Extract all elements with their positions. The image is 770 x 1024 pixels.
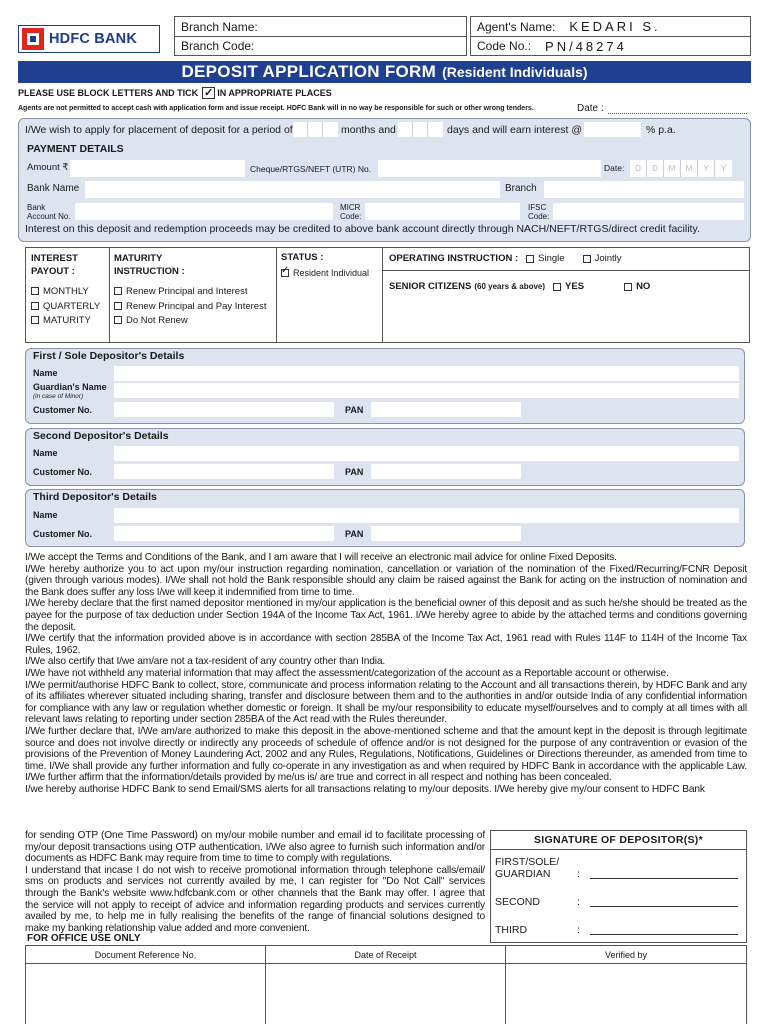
- code-no-value: PN/48274: [545, 38, 627, 54]
- amount-label: Amount ₹: [27, 162, 69, 173]
- second-pan-input[interactable]: [371, 464, 521, 479]
- senior-citizens-age: (60 years & above): [474, 282, 546, 291]
- office-col-verified: [506, 946, 746, 1024]
- agent-name-label: Agent's Name:: [477, 19, 556, 34]
- payment-date-label: Date:: [604, 163, 625, 173]
- signature-title: SIGNATURE OF DEPOSITOR(S)*: [491, 831, 746, 850]
- third-customer-label: Customer No.: [33, 529, 93, 539]
- senior-no-label: NO: [636, 281, 651, 292]
- sig-third-label: THIRD: [495, 924, 528, 936]
- office-use-title: FOR OFFICE USE ONLY: [27, 933, 141, 944]
- declaration-tax-resident: I/We also certify that I/we am/are not a tax-resident of any country other than India.: [25, 656, 386, 668]
- cheque-input[interactable]: [378, 160, 601, 177]
- date-cell: D: [630, 160, 647, 177]
- second-customer-label: Customer No.: [33, 467, 93, 477]
- period-text-1: I/We wish to apply for placement of deposit for a period of: [25, 124, 293, 136]
- declarations: [25, 552, 747, 795]
- period-text-3: days and will earn interest @: [447, 124, 582, 136]
- interest-credit-note: Interest on this deposit and redemption proceeds may be credited to above bank account directly through NACH/NEFT/RTGS/direct credit facility.: [25, 223, 700, 235]
- sig-third-line[interactable]: [590, 934, 738, 935]
- second-pan-label: PAN: [345, 467, 364, 477]
- period-text-2: months and: [341, 124, 396, 136]
- form-title-bar: [18, 61, 751, 83]
- office-use-table: [25, 945, 747, 1024]
- checkbox-icon[interactable]: [553, 283, 561, 291]
- checkbox-icon[interactable]: [583, 255, 591, 263]
- guardian-name-input[interactable]: [114, 383, 739, 398]
- signature-box: [490, 830, 747, 943]
- ifsc-input[interactable]: [553, 203, 744, 220]
- bank-name-label: Bank Name: [27, 183, 80, 194]
- declaration-legitimate-source: I/We further declare that, I/We am/are authorized to make this deposit in the above-mentioned scheme and that the amount kept in the deposit is through legitimate source and does not involve directly or indirectly any proceeds of schedule of offence and/or is not designed for the purpose of any contravention or evasion of the provisions of the Prevention of Money Laundering Act, 2002 and any Rules, Regulations, Notifications, Guidelines or Directions thereunder, as amended from time to time. I/We shall provide any further information and fully co-operate in any investigation as and when required by HDFC Bank in accordance with the applicable Law. I/We further affirm that the information/details provided by me/us is/ are true and correct in all respect and nothing has been concealed.: [25, 725, 747, 784]
- form-title: DEPOSIT APPLICATION FORM: [181, 62, 437, 81]
- payout-quarterly-label: QUARTERLY: [43, 300, 101, 312]
- maturity-options: [114, 285, 266, 329]
- third-pan-input[interactable]: [371, 526, 521, 541]
- code-no-label: Code No.:: [477, 39, 532, 53]
- office-col-receipt: [266, 946, 506, 1024]
- date-cell: Y: [720, 164, 727, 173]
- sig-first-label-line1: FIRST/SOLE/: [495, 856, 560, 868]
- branch-code-label: Branch Code:: [181, 39, 255, 53]
- declaration-nomination: I/We hereby authorize you to act upon my/our instruction regarding nomination, cancellation or variation of the nomination of the Fixed/Recurring/FCNR Deposit (given through various modes). I/We shall not hold the Bank responsible should any claim be raised against the Bank for acting on the instruction of nomination and the Bank does suffer any loss I/we will keep it indemnified from time to time.: [25, 563, 747, 598]
- third-customer-input[interactable]: [114, 526, 334, 541]
- code-no-field[interactable]: [470, 36, 751, 56]
- declarations-left: [25, 830, 485, 934]
- first-pan-label: PAN: [345, 405, 364, 415]
- interest-payout-title: [31, 252, 78, 278]
- payout-options: [31, 285, 100, 329]
- date-field[interactable]: [577, 103, 747, 114]
- payment-date-input[interactable]: [630, 160, 732, 177]
- account-label: [27, 203, 71, 221]
- first-depositor-title: First / Sole Depositor's Details: [33, 350, 185, 362]
- date-cell: Y: [698, 160, 715, 177]
- office-col-docref: [26, 946, 266, 1024]
- branch-input[interactable]: [544, 181, 744, 198]
- ifsc-label-line1: IFSC: [528, 203, 547, 212]
- third-depositor-title: Third Depositor's Details: [33, 491, 157, 503]
- guardian-note: (in case of Minor): [33, 393, 84, 400]
- checkbox-icon[interactable]: [624, 283, 632, 291]
- third-pan-label: PAN: [345, 529, 364, 539]
- date-label: Date :: [577, 103, 604, 114]
- amount-input[interactable]: [70, 160, 245, 177]
- operating-jointly-label: Jointly: [594, 253, 622, 264]
- hdfc-logo-icon: [22, 28, 44, 50]
- branch-label: Branch: [505, 183, 537, 194]
- sig-first-label: [495, 856, 559, 880]
- sig-second-line[interactable]: [590, 906, 738, 907]
- third-name-input[interactable]: [114, 508, 739, 523]
- senior-yes-label: YES: [565, 281, 585, 292]
- cheque-label: Cheque/RTGS/NEFT (UTR) No.: [250, 164, 372, 174]
- checkbox-icon[interactable]: [31, 302, 39, 310]
- account-number-input[interactable]: [75, 203, 333, 220]
- checkbox-icon[interactable]: [31, 287, 39, 295]
- first-name-label: Name: [33, 368, 58, 378]
- operating-instruction: [389, 253, 622, 264]
- block-letters-instruction: [18, 87, 332, 99]
- checkbox-icon[interactable]: [114, 316, 122, 324]
- interest-rate-input[interactable]: [584, 122, 641, 137]
- payout-quarterly-option[interactable]: [31, 300, 100, 315]
- checked-checkbox-icon[interactable]: ✓: [281, 265, 290, 276]
- office-col-verified-header: Verified by: [506, 946, 746, 964]
- second-customer-input[interactable]: [114, 464, 334, 479]
- micr-input[interactable]: [365, 203, 520, 220]
- declaration-section-285ba: I/We certify that the information provided above is in accordance with section 285BA of the Income Tax Act, 1961 read with Rules 114F to 114H of the Income Tax Rules, 1962.: [25, 633, 747, 656]
- bank-name: HDFC BANK: [49, 31, 137, 47]
- period-days-input[interactable]: [398, 122, 443, 137]
- branch-box: [174, 16, 467, 56]
- operating-instruction-title: OPERATING INSTRUCTION :: [389, 253, 519, 264]
- maturity-instruction-title: [114, 252, 185, 278]
- interest-payout-title-line1: INTEREST: [31, 253, 78, 264]
- tick-icon: ✓: [204, 87, 214, 99]
- branch-name-field[interactable]: [174, 16, 467, 36]
- second-name-label: Name: [33, 448, 58, 458]
- micr-label: [340, 203, 361, 221]
- sig-third-colon: :: [577, 924, 580, 936]
- senior-citizens: [389, 281, 650, 292]
- date-cell: M: [681, 160, 698, 177]
- declaration-beneficial-owner: I/We hereby declare that the first named depositor mentioned in my/our application is the beneficial owner of this deposit and as such he/she should be treated as the payee for the purpose of tax deduction under Section 194A of the Income Tax Act, 1961. I/We hereby agree to abide by the attached terms and conditions governing the deposit.: [25, 598, 747, 633]
- maturity-no-renew-option[interactable]: [114, 314, 266, 329]
- interest-payout-title-line2: PAYOUT :: [31, 266, 75, 277]
- maturity-renew-both-option[interactable]: [114, 285, 266, 300]
- date-cell: D: [647, 160, 664, 177]
- sig-first-label-line2: GUARDIAN: [495, 868, 551, 880]
- payout-monthly-option[interactable]: [31, 285, 100, 300]
- agents-note: Agents are not permitted to accept cash with application form and issue receipt. HDFC Bank will in no way be responsible for such or other wrong tenders.: [18, 105, 534, 112]
- checkbox-icon[interactable]: [31, 316, 39, 324]
- third-name-label: Name: [33, 510, 58, 520]
- first-pan-input[interactable]: [371, 402, 521, 417]
- declaration-permit-authorise: I/We permit/authorise HDFC Bank to collect, store, communicate and process information relating to the Account and all transactions therein, by HDFC Bank and any of its affiliates wherever situated including sharing, transfer and disclosure between them and to the authorities in and/or outside India of any confidential information for compliance with any law or regulation whether domestic or foreign. It shall be my/our responsibility to educate myself/ourselves and to comply at all times with all relevant laws relating to reporting under section 285BA of the Act read with the Rules thereunder.: [25, 679, 747, 726]
- bank-name-input[interactable]: [85, 181, 500, 198]
- sig-first-colon: :: [577, 868, 580, 880]
- maturity-no-renew-label: Do Not Renew: [126, 315, 188, 326]
- status-resident-option[interactable]: [281, 265, 370, 278]
- ifsc-label: [528, 203, 549, 221]
- maturity-renew-principal-label: Renew Principal and Pay Interest: [126, 300, 267, 312]
- maturity-renew-both-label: Renew Principal and Interest: [126, 286, 248, 297]
- status-resident-label: Resident Individual: [293, 268, 370, 278]
- agent-box: [470, 16, 751, 56]
- operating-single-label: Single: [538, 253, 565, 264]
- maturity-title-line2: INSTRUCTION :: [114, 266, 185, 277]
- account-label-line2: Account No.: [27, 212, 71, 221]
- hdfc-logo: [18, 25, 160, 53]
- checkbox-icon[interactable]: [114, 302, 122, 310]
- declaration-otp: for sending OTP (One Time Password) on my/our mobile number and email id to facilitate processing of my/our deposit transactions using OTP authentication. I/We also agree to furnish such information and/or documents as HDFC Bank may require from time to time to comply with regulations.: [25, 830, 485, 865]
- first-name-input[interactable]: [114, 366, 739, 381]
- date-input-line[interactable]: [608, 103, 747, 114]
- maturity-title-line1: MATURITY: [114, 253, 163, 264]
- checkbox-icon[interactable]: [114, 287, 122, 295]
- block-letters-text: PLEASE USE BLOCK LETTERS AND TICK: [18, 88, 199, 98]
- micr-label-line2: Code:: [340, 212, 362, 221]
- branch-code-field[interactable]: [174, 36, 467, 56]
- date-cell: M: [664, 160, 681, 177]
- second-depositor-title: Second Depositor's Details: [33, 430, 169, 442]
- sig-second-label: SECOND: [495, 896, 540, 908]
- branch-name-label: Branch Name:: [181, 19, 258, 34]
- second-name-input[interactable]: [114, 446, 739, 461]
- appropriate-places-text: IN APPROPRIATE PLACES: [217, 88, 332, 98]
- checkbox-icon[interactable]: [526, 255, 534, 263]
- declaration-terms: I/We accept the Terms and Conditions of the Bank, and I am aware that I will receive an electronic mail advice for online Fixed Deposits.: [25, 552, 617, 563]
- form-subtitle: (Resident Individuals): [442, 64, 588, 80]
- payout-maturity-label: MATURITY: [43, 315, 91, 326]
- first-customer-input[interactable]: [114, 402, 334, 417]
- payment-details-title: PAYMENT DETAILS: [27, 143, 124, 155]
- agent-name-field[interactable]: [470, 16, 751, 36]
- declaration-do-not-call: I understand that incase I do not wish to receive promotional information through telephone calls/email/ sms on products and services not currently availed by me, I can register for "Do Not Call" services through the Bank's website www.hdfcbank.com or other channels that the Bank may offer. I agree that the service will not apply to receipt of advice and information regarding products and services currently availed by me, to help me in fully realising the benefits of the range of financial solutions designed to make my banking relationship value added and more convenient.: [25, 864, 485, 934]
- sig-second-colon: :: [577, 896, 580, 908]
- agent-name-value: KEDARI S.: [569, 19, 661, 34]
- account-label-line1: Bank: [27, 203, 46, 212]
- payout-maturity-option[interactable]: [31, 314, 100, 329]
- ifsc-label-line2: Code:: [528, 212, 550, 221]
- declaration-alerts: I/we hereby authorise HDFC Bank to send Email/SMS alerts for all transactions relating to my/our deposits. I/We hereby give my/our consent to HDFC Bank: [25, 783, 705, 795]
- micr-label-line1: MICR: [340, 203, 361, 212]
- period-text-4: % p.a.: [646, 124, 676, 136]
- office-col-docref-header: Document Reference No.: [26, 946, 265, 964]
- senior-citizens-title: SENIOR CITIZENS: [389, 281, 472, 292]
- sig-first-line[interactable]: [590, 878, 738, 879]
- maturity-renew-principal-option[interactable]: [114, 300, 266, 315]
- payout-monthly-label: MONTHLY: [43, 286, 89, 297]
- declaration-material-info: I/We have not withheld any material information that may affect the assessment/categorization of the account as a Reportable account or otherwise.: [25, 667, 669, 679]
- guardian-name-label: Guardian's Name: [33, 382, 107, 392]
- status-title: STATUS :: [281, 252, 324, 263]
- office-col-receipt-header: Date of Receipt: [266, 946, 505, 964]
- period-months-input[interactable]: [293, 122, 338, 137]
- first-customer-label: Customer No.: [33, 405, 93, 415]
